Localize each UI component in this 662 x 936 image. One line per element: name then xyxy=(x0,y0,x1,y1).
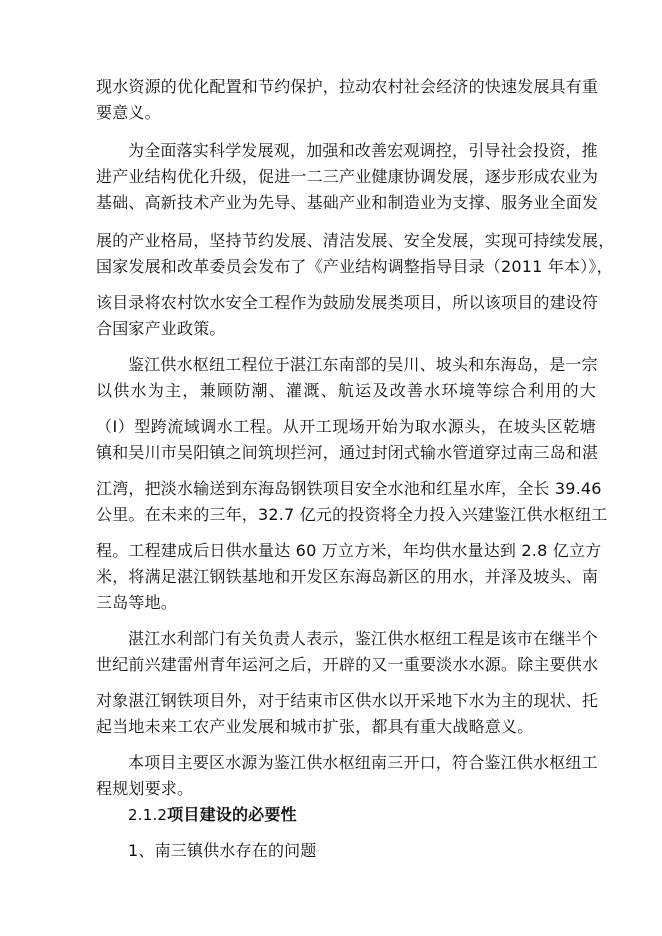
paragraph-line: 湛江水利部门有关负责人表示，鉴江供水枢纽工程是该市在继半个 xyxy=(128,629,598,648)
paragraph-line: 镇和吴川市吴阳镇之间筑坝拦河，通过封闭式输水管道穿过南三岛和湛 xyxy=(96,443,599,462)
paragraph-line: 江湾，把淡水输送到东海岛钢铁项目安全水池和红星水库，全长 39.46 xyxy=(96,479,602,498)
paragraph-line: 合国家产业政策。 xyxy=(96,319,226,338)
subsection-heading: 1、南三镇供水存在的问题 xyxy=(128,841,317,860)
paragraph-line: 该目录将农村饮水安全工程作为鼓励发展类项目，所以该项目的建设符 xyxy=(96,293,599,312)
paragraph-line: 三岛等地。 xyxy=(96,593,178,612)
paragraph-line: 世纪前兴建雷州青年运河之后，开辟的又一重要淡水水源。除主要供水 xyxy=(96,655,599,674)
paragraph-line: 进产业结构优化升级，促进一二三产业健康协调发展，逐步形成农业为 xyxy=(96,167,599,186)
paragraph-line: 以供水为主，兼顾防潮、灌溉、航运及改善水环境等综合利用的大 xyxy=(96,381,596,400)
paragraph-line: 程规划要求。 xyxy=(96,779,194,798)
paragraph-line: 基础、高新技术产业为先导、基础产业和制造业为支撑、服务业全面发 xyxy=(96,193,599,212)
paragraph-line: 展的产业格局，坚持节约发展、清洁发展、安全发展，实现可持续发展， xyxy=(96,231,615,250)
paragraph-line: （Ⅰ）型跨流域调水工程。从开工现场开始为取水源头，在坡头区乾塘 xyxy=(96,417,596,436)
section-heading xyxy=(128,804,596,826)
paragraph-line: 为全面落实科学发展观，加强和改善宏观调控，引导社会投资，推 xyxy=(128,141,598,160)
paragraph-line: 本项目主要区水源为鉴江供水枢纽南三开口，符合鉴江供水枢纽工 xyxy=(128,753,598,772)
paragraph-line: 公里。在未来的三年，32.7 亿元的投资将全力投入兴建鉴江供水枢纽工 xyxy=(96,505,608,524)
paragraph-line: 要意义。 xyxy=(96,103,161,122)
paragraph-line: 米，将满足湛江钢铁基地和开发区东海岛新区的用水，并泽及坡头、南 xyxy=(96,567,599,586)
paragraph-line: 国家发展和改革委员会发布了《产业结构调整指导目录（2011 年本）》， xyxy=(96,257,613,276)
paragraph-line: 现水资源的优化配置和节约保护，拉动农村社会经济的快速发展具有重 xyxy=(96,77,599,96)
paragraph-line: 鉴江供水枢纽工程位于湛江东南部的吴川、坡头和东海岛，是一宗 xyxy=(128,355,598,374)
paragraph-line: 程。工程建成后日供水量达 60 万立方米，年均供水量达到 2.8 亿立方 xyxy=(96,541,602,560)
section-number: 2.1.2 xyxy=(128,806,168,824)
paragraph-line: 对象湛江钢铁项目外，对于结束市区供水以开采地下水为主的现状、托 xyxy=(96,691,599,710)
section-title: 项目建设的必要性 xyxy=(167,805,297,824)
paragraph-line: 起当地未来工农产业发展和城市扩张，都具有重大战略意义。 xyxy=(96,717,534,736)
